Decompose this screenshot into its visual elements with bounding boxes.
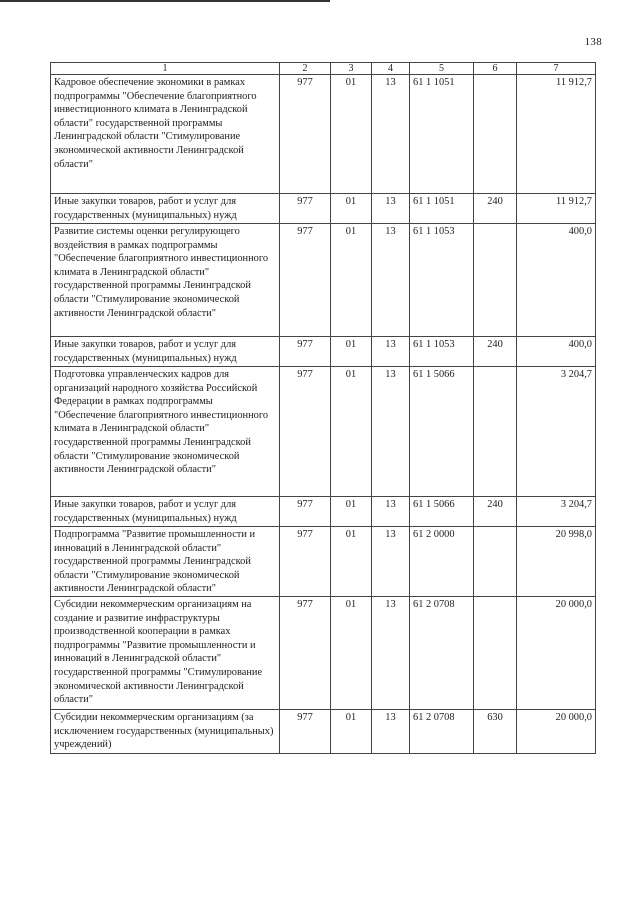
row-grbs: 977: [280, 367, 331, 497]
row-section: 01: [331, 527, 372, 597]
row-expense-type: [474, 597, 517, 710]
table-row: [51, 337, 596, 367]
header-col-6: 6: [474, 63, 517, 75]
row-expense-type: 240: [474, 194, 517, 224]
row-description: Подпрограмма "Развитие промышленности и инноваций в Ленинградской области" государственной программы Ленинградской области "Стимулирование экономической активности Ленинградской области": [51, 527, 280, 597]
row-subsection: 13: [372, 224, 410, 337]
row-section: 01: [331, 337, 372, 367]
table-row: [51, 367, 596, 497]
row-description: Подготовка управленческих кадров для организаций народного хозяйства Российской Федерации в рамках подпрограммы "Обеспечение благоприятного инвестиционного климата в Ленинградской области" государственной программы Ленинградской области "Стимулирование экономической активности Ленинградской области": [51, 367, 280, 497]
table-row: [51, 597, 596, 710]
row-description: Развитие системы оценки регулирующего воздействия в рамках подпрограммы "Обеспечение благоприятного инвестиционного климата в Ленинградской области" государственной программы Ленинградской области "Стимулирование экономической активности Ленинградской области": [51, 224, 280, 337]
row-amount: 3 204,7: [517, 497, 596, 527]
row-expense-type: [474, 75, 517, 194]
row-section: 01: [331, 597, 372, 710]
row-target-article: 61 1 5066: [410, 367, 474, 497]
header-col-7: 7: [517, 63, 596, 75]
row-amount: 20 998,0: [517, 527, 596, 597]
row-target-article: 61 1 1051: [410, 194, 474, 224]
row-section: 01: [331, 367, 372, 497]
row-description: Субсидии некоммерческим организациям (за исключением государственных (муниципальных) учреждений): [51, 710, 280, 754]
row-section: 01: [331, 194, 372, 224]
row-amount: 3 204,7: [517, 367, 596, 497]
row-target-article: 61 2 0708: [410, 710, 474, 754]
row-amount: 400,0: [517, 337, 596, 367]
header-col-3: 3: [331, 63, 372, 75]
row-subsection: 13: [372, 527, 410, 597]
row-target-article: 61 1 1053: [410, 224, 474, 337]
row-subsection: 13: [372, 497, 410, 527]
row-subsection: 13: [372, 75, 410, 194]
row-grbs: 977: [280, 597, 331, 710]
header-col-1: 1: [51, 63, 280, 75]
table-row: [51, 194, 596, 224]
row-subsection: 13: [372, 710, 410, 754]
row-expense-type: 240: [474, 497, 517, 527]
row-target-article: 61 2 0708: [410, 597, 474, 710]
row-target-article: 61 1 1051: [410, 75, 474, 194]
row-grbs: 977: [280, 527, 331, 597]
row-expense-type: [474, 527, 517, 597]
row-grbs: 977: [280, 224, 331, 337]
row-grbs: 977: [280, 710, 331, 754]
row-subsection: 13: [372, 367, 410, 497]
row-section: 01: [331, 710, 372, 754]
row-grbs: 977: [280, 75, 331, 194]
header-col-2: 2: [280, 63, 331, 75]
table-row: [51, 75, 596, 194]
row-expense-type: [474, 367, 517, 497]
row-grbs: 977: [280, 337, 331, 367]
row-description: Субсидии некоммерческим организациям на создание и развитие инфраструктуры производственной кооперации в рамках подпрограммы "Развитие промышленности и инноваций в Ленинградской области" государственной программы "Стимулирование экономической активности Ленинградской области": [51, 597, 280, 710]
table-row: [51, 527, 596, 597]
table-row: [51, 224, 596, 337]
row-amount: 20 000,0: [517, 597, 596, 710]
table-row: [51, 710, 596, 754]
row-section: 01: [331, 75, 372, 194]
row-target-article: 61 2 0000: [410, 527, 474, 597]
row-subsection: 13: [372, 194, 410, 224]
row-expense-type: [474, 224, 517, 337]
row-section: 01: [331, 497, 372, 527]
row-target-article: 61 1 1053: [410, 337, 474, 367]
row-expense-type: 240: [474, 337, 517, 367]
row-amount: 11 912,7: [517, 194, 596, 224]
row-amount: 11 912,7: [517, 75, 596, 194]
top-rule: [0, 0, 330, 2]
row-description: Иные закупки товаров, работ и услуг для государственных (муниципальных) нужд: [51, 194, 280, 224]
header-row: [51, 63, 596, 75]
row-subsection: 13: [372, 597, 410, 710]
row-description: Кадровое обеспечение экономики в рамках подпрограммы "Обеспечение благоприятного инвестиционного климата в Ленинградской области" государственной программы Ленинградской области "Стимулирование экономической активности Ленинградской области": [51, 75, 280, 194]
row-description: Иные закупки товаров, работ и услуг для государственных (муниципальных) нужд: [51, 337, 280, 367]
budget-table: [50, 62, 596, 754]
header-col-4: 4: [372, 63, 410, 75]
row-expense-type: 630: [474, 710, 517, 754]
row-amount: 400,0: [517, 224, 596, 337]
row-amount: 20 000,0: [517, 710, 596, 754]
row-description: Иные закупки товаров, работ и услуг для государственных (муниципальных) нужд: [51, 497, 280, 527]
row-section: 01: [331, 224, 372, 337]
row-subsection: 13: [372, 337, 410, 367]
row-target-article: 61 1 5066: [410, 497, 474, 527]
row-grbs: 977: [280, 194, 331, 224]
row-grbs: 977: [280, 497, 331, 527]
page-number: 138: [584, 36, 602, 48]
table-row: [51, 497, 596, 527]
header-col-5: 5: [410, 63, 474, 75]
